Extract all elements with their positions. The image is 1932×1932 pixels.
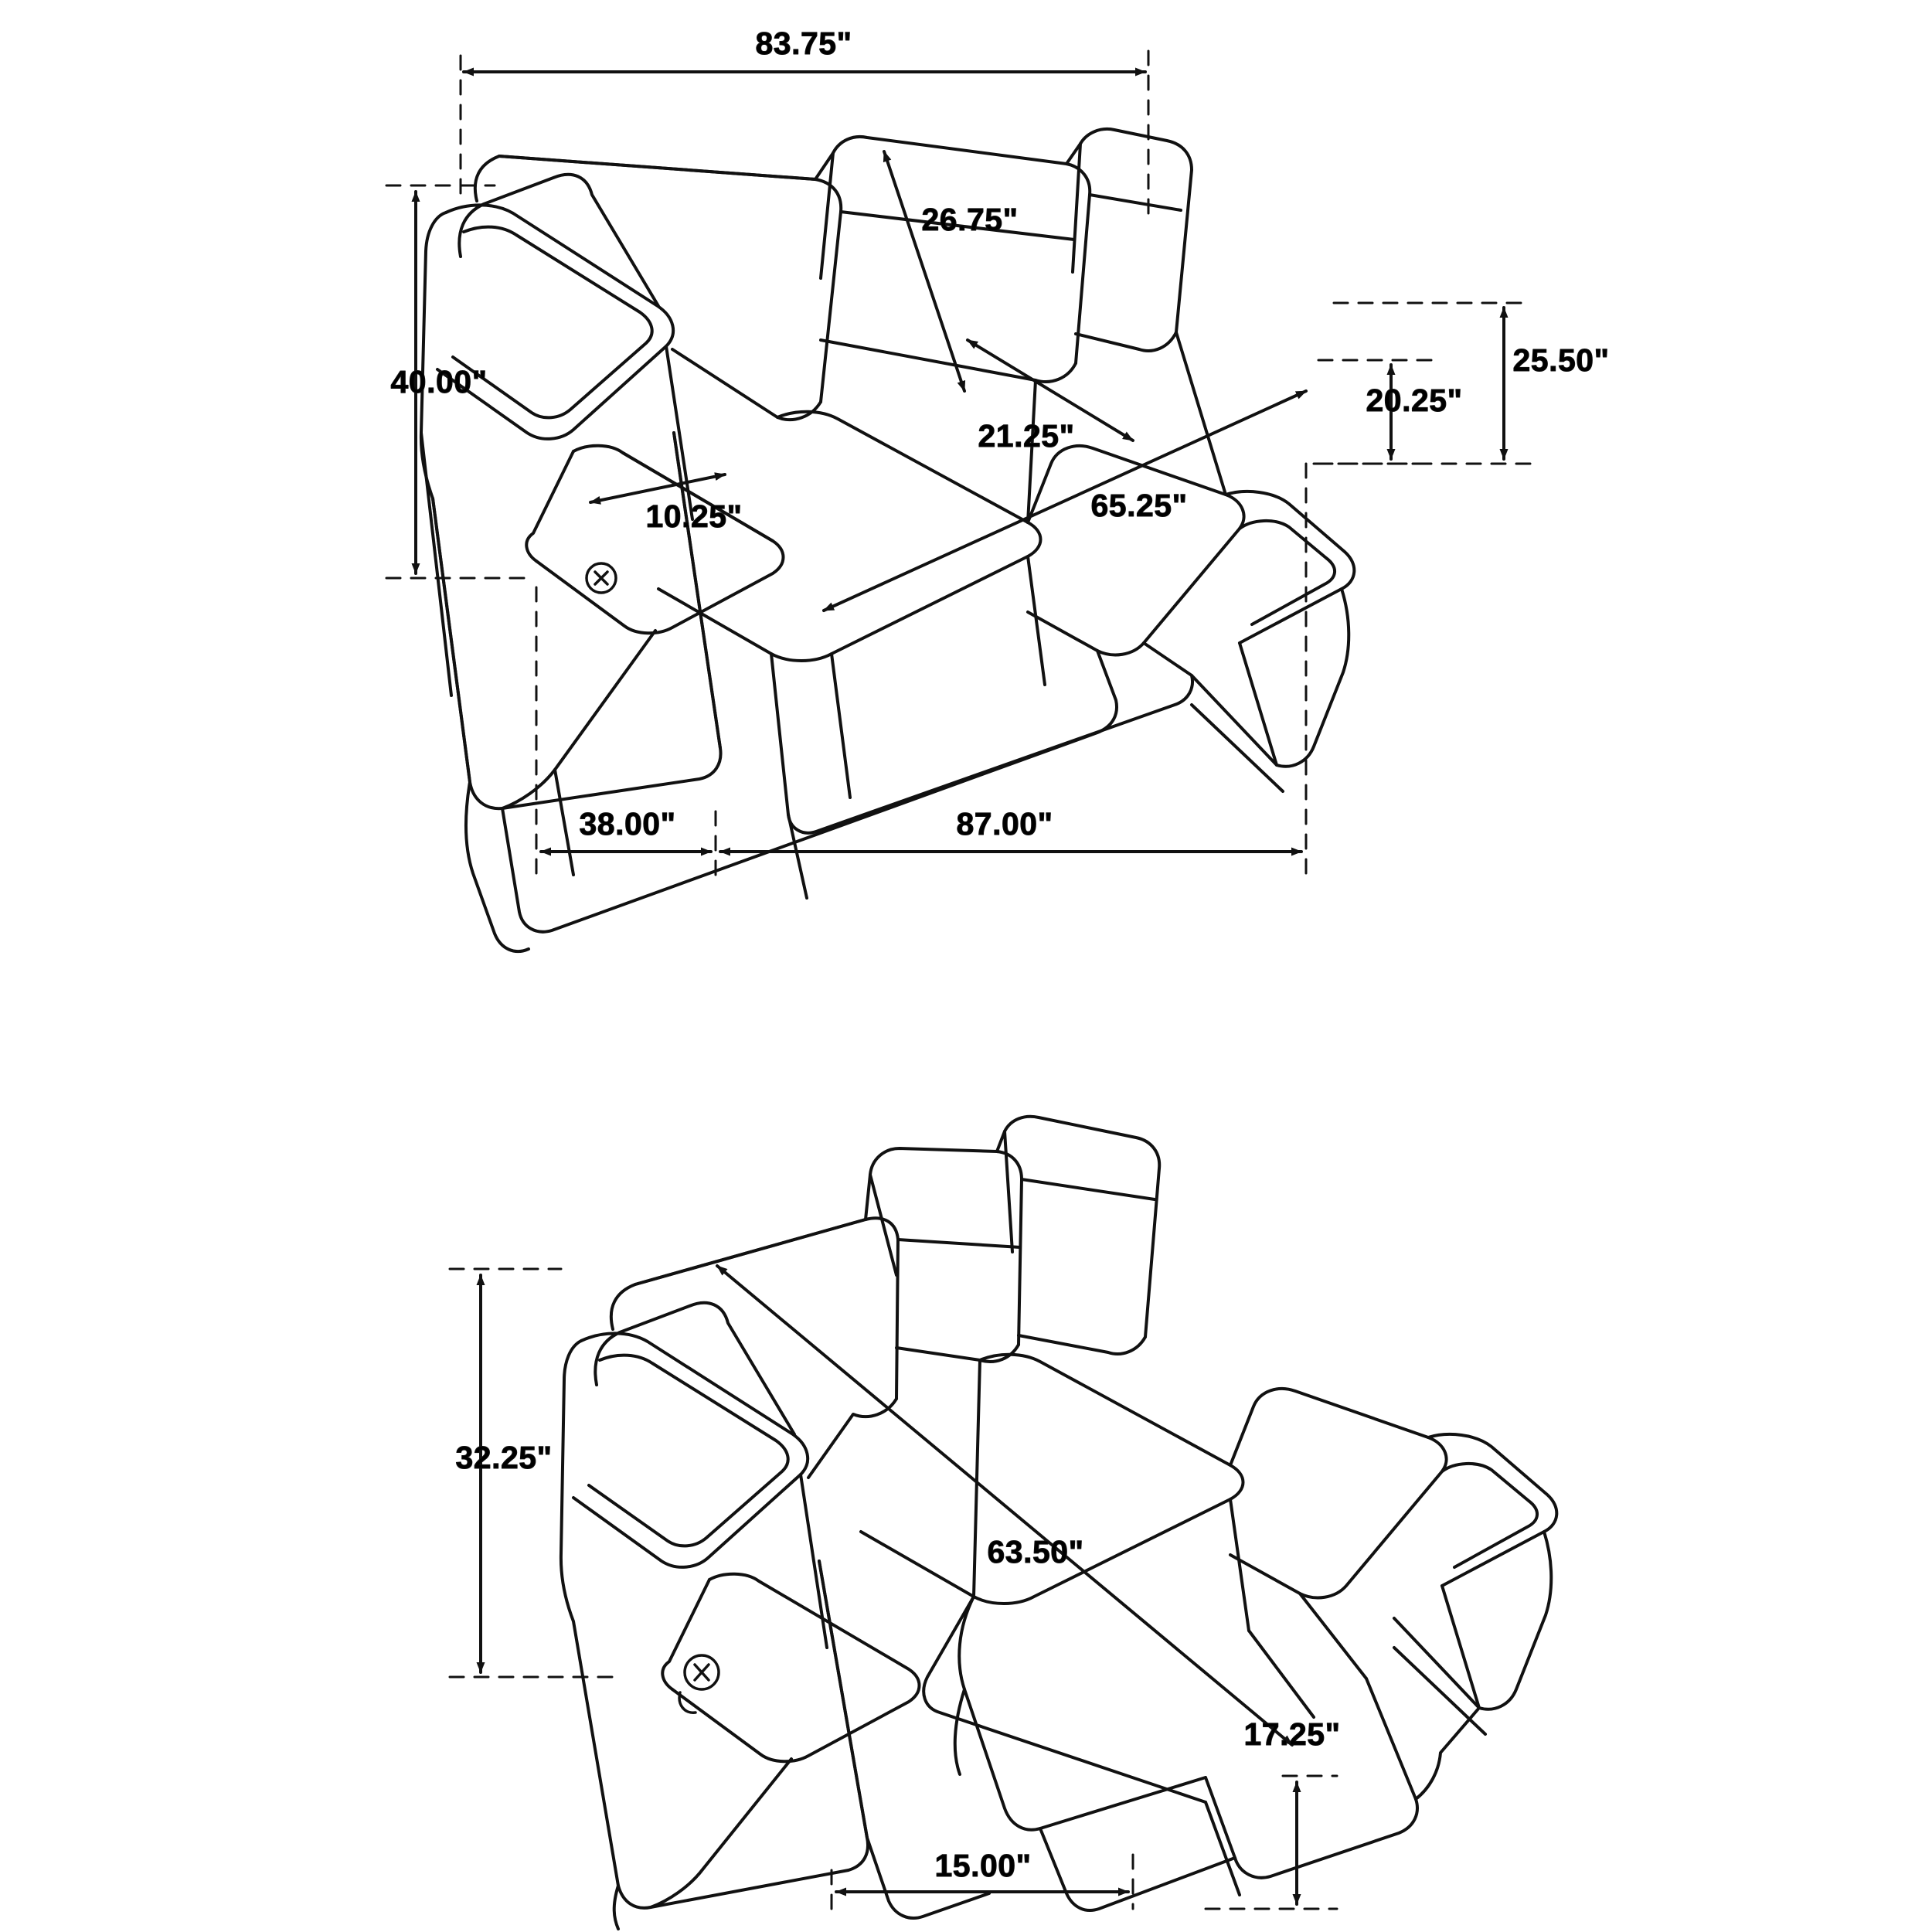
dimension-label-depth-overall: 87.00"	[956, 806, 1053, 842]
sofa-upright-illustration	[421, 129, 1354, 951]
dimension-label-back-cushion-height: 26.75"	[921, 202, 1019, 237]
sofa-reclined-illustration	[561, 1117, 1556, 1929]
dimension-label-footrest-extension: 15.00"	[934, 1848, 1032, 1883]
dimension-label-arm-height: 25.50"	[1512, 342, 1610, 378]
dimension-label-footrest-height: 17.25"	[1243, 1716, 1341, 1752]
dimension-label-arm-width: 10.25"	[645, 498, 743, 534]
dimension-label-seat-width: 65.25"	[1090, 488, 1188, 523]
dimension-label-depth-side: 38.00"	[579, 806, 676, 842]
dimension-reclined-length	[717, 1266, 1292, 1745]
recliner-handle-icon-reclined	[679, 1655, 719, 1713]
dimension-label-overall-width: 83.75"	[755, 26, 852, 61]
dimension-label-seat-depth: 21.25"	[978, 418, 1075, 454]
dimension-overall-width	[461, 46, 1148, 213]
dimension-label-overall-height: 40.00"	[390, 364, 488, 400]
dimension-footrest-height	[1206, 1776, 1337, 1909]
dimension-label-seat-height: 20.25"	[1366, 383, 1463, 418]
recliner-handle-icon	[587, 563, 616, 593]
dimension-label-reclined-length: 63.50"	[987, 1534, 1084, 1570]
dimension-label-reclined-height: 32.25"	[455, 1440, 553, 1475]
